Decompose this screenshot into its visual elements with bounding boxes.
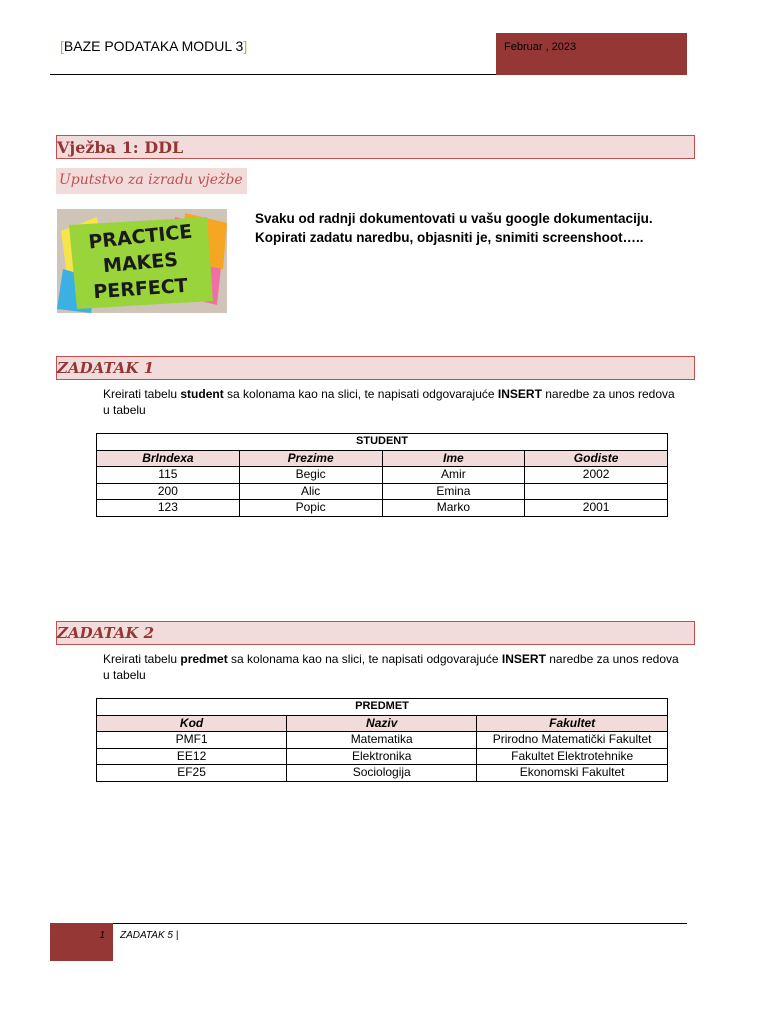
task1-heading-box <box>56 356 695 380</box>
table-cell: Matematika <box>287 732 477 749</box>
task1-insert-keyword: INSERT <box>497 387 542 401</box>
header-date: Februar , 2023 <box>504 41 577 53</box>
header-date-box <box>496 33 687 75</box>
svg-text:PERFECT: PERFECT <box>92 274 189 304</box>
instructions-line-1: Svaku od radnji dokumentovati u vašu google dokumentaciju. <box>255 211 653 226</box>
task1-heading: ZADATAK 1 <box>57 359 155 377</box>
page-number: 1 <box>99 930 105 941</box>
task2-description <box>103 651 683 683</box>
student-table <box>96 433 668 517</box>
table-cell: Fakultet Elektrotehnike <box>477 748 668 765</box>
table-row <box>97 765 668 782</box>
table-cell: Alic <box>239 483 382 500</box>
task1-text-c: sa kolonama kao na slici, te napisati odgovarajuće <box>223 387 498 401</box>
table-cell: Marko <box>382 500 525 517</box>
table-cell: 123 <box>97 500 240 517</box>
column-header: Naziv <box>287 715 477 732</box>
table-cell: EE12 <box>97 748 287 765</box>
table-cell: Ekonomski Fakultet <box>477 765 668 782</box>
table-cell: EF25 <box>97 765 287 782</box>
task1-text-a: Kreirati tabelu <box>103 387 181 401</box>
table-cell: Popic <box>239 500 382 517</box>
task2-text-c: sa kolonama kao na slici, te napisati odgovarajuće <box>227 652 502 666</box>
table-cell: Prirodno Matematički Fakultet <box>477 732 668 749</box>
bracket-open: [ <box>60 38 64 54</box>
sticky-notes-illustration <box>57 209 227 313</box>
subtitle-box <box>56 168 247 194</box>
header-title-text: BAZE PODATAKA MODUL 3 <box>63 38 244 54</box>
task2-text-a: Kreirati tabelu <box>103 652 181 666</box>
task2-text-e: naredbe za unos redova u tabelu <box>103 652 679 682</box>
table-cell: 2001 <box>525 500 668 517</box>
table-caption: STUDENT <box>97 434 668 451</box>
svg-text:MAKES: MAKES <box>102 248 179 278</box>
bracket-close: ] <box>243 38 248 54</box>
table-cell: Sociologija <box>287 765 477 782</box>
task2-heading-box <box>56 621 695 645</box>
table-cell: PMF1 <box>97 732 287 749</box>
column-header: Ime <box>382 450 525 467</box>
exercise-heading <box>56 135 695 159</box>
instructions-text <box>255 209 685 247</box>
table-row <box>97 748 668 765</box>
footer-page-box <box>50 923 113 961</box>
table-cell: Begic <box>239 467 382 484</box>
table-row <box>97 467 668 484</box>
column-header: Kod <box>97 715 287 732</box>
header-divider <box>50 74 496 75</box>
column-header: Fakultet <box>477 715 668 732</box>
table-cell: Emina <box>382 483 525 500</box>
table-cell <box>525 483 668 500</box>
predmet-table <box>96 698 668 782</box>
document-header-title <box>60 38 247 54</box>
svg-text:PRACTICE: PRACTICE <box>87 220 194 254</box>
instructions-line-2: Kopirati zadatu naredbu, objasniti je, snimiti screenshoot….. <box>255 230 644 245</box>
exercise-title: Vježba 1: DDL <box>57 138 184 157</box>
task1-table-name: student <box>180 387 224 401</box>
table-caption: PREDMET <box>97 699 668 716</box>
task2-heading: ZADATAK 2 <box>57 624 155 642</box>
column-header: Prezime <box>239 450 382 467</box>
task2-insert-keyword: INSERT <box>501 652 546 666</box>
table-cell: 2002 <box>525 467 668 484</box>
table-cell: Elektronika <box>287 748 477 765</box>
table-cell: 115 <box>97 467 240 484</box>
task1-description <box>103 386 683 418</box>
footer-text: ZADATAK 5 | <box>120 930 179 941</box>
table-cell: 200 <box>97 483 240 500</box>
column-header: Godiste <box>525 450 668 467</box>
practice-makes-perfect-image <box>57 209 227 313</box>
table-row <box>97 732 668 749</box>
footer-divider <box>113 923 687 924</box>
table-row <box>97 500 668 517</box>
task1-text-e: naredbe za unos redova u tabelu <box>103 387 675 417</box>
table-cell: Amir <box>382 467 525 484</box>
task2-table-name: predmet <box>180 652 228 666</box>
column-header: BrIndexa <box>97 450 240 467</box>
exercise-subtitle: Uputstvo za izradu vježbe <box>59 172 243 188</box>
table-row <box>97 483 668 500</box>
